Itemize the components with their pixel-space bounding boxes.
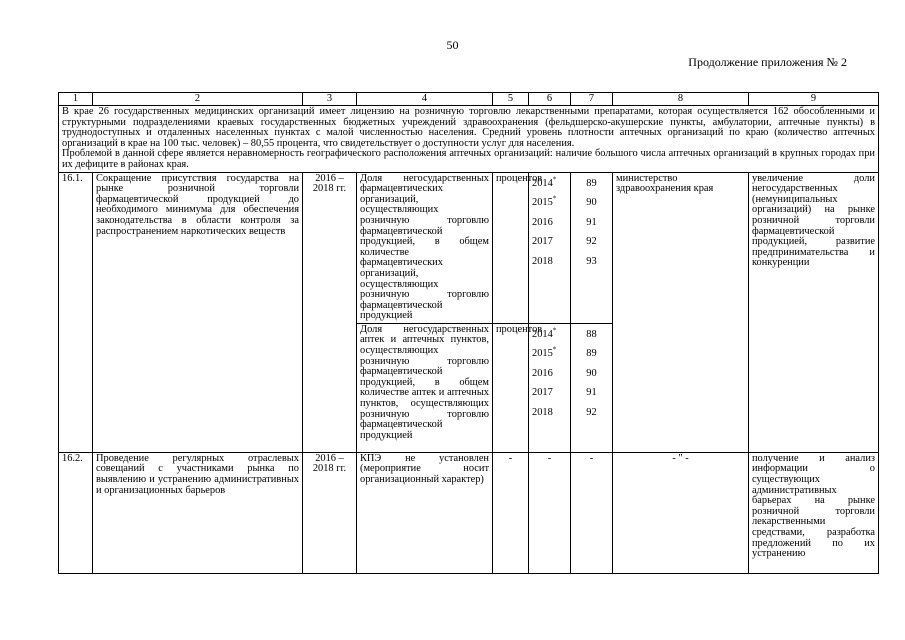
year-item: 2015* [532, 345, 557, 360]
continuation-label: Продолжение приложения № 2 [688, 55, 847, 69]
value-item: 90 [586, 197, 597, 209]
header-cell: 3 [303, 93, 357, 106]
header-cell: 7 [571, 93, 613, 106]
header-cell: 1 [59, 93, 93, 106]
indicator-cell: КПЭ не установлен (мероприятие носит организационный характер) [357, 452, 493, 573]
row-number: 16.1. [59, 172, 93, 452]
unit-cell: процентов [493, 323, 529, 452]
years-cell [529, 172, 571, 323]
year-item: 2015* [532, 194, 557, 209]
value-item: 91 [586, 387, 597, 399]
action-cell: Проведение регулярных отраслевых совещаний с участниками рынка по выявлению и устранению административных и организационных барьеров [93, 452, 303, 573]
intro-paragraph: Проблемой в данной сфере является неравномерность географического расположения аптечных организаций: наличие большого числа аптечных организаций в крупных городах при их дефиците в районах края. [62, 148, 875, 170]
years-cell [529, 323, 571, 452]
year-item: 2018 [532, 255, 553, 267]
header-cell: 9 [749, 93, 879, 106]
value-item: 88 [586, 328, 597, 340]
responsible-cell: министерство здравоохранения края [613, 172, 749, 452]
unit-cell: процентов [493, 172, 529, 323]
responsible-cell: - " - [613, 452, 749, 573]
year-item: 2016 [532, 367, 553, 379]
result-cell: получение и анализ информации о существующих административных барьерах на рынке розничной торговли лекарственными средствами, разработка предложений по их устранению [749, 452, 879, 573]
year-item: 2014* [532, 175, 557, 189]
header-cell: 2 [93, 93, 303, 106]
intro-cell [59, 106, 879, 173]
values-cell [571, 323, 613, 452]
intro-paragraph: В крае 26 государственных медицинских организаций имеет лицензию на розничную торговлю лекарственными препаратами, которая осуществляется 162 обособленными и структурными подразделениями краевых государственных бюджетных учреждений здравоохранения (фельдшерско-акушерские пункты, амбулатории, аптечные пункты) в труднодоступных и отдаленных населенных пунктах с малой численностью населения. Средний уровень плотности аптечных организаций по краю (количество аптечных организаций в крае на 100 тыс. человек) – 80,55 процента, что свидетельствует о доступности услуг для населения. [62, 106, 875, 149]
values-cell [571, 172, 613, 323]
value-item: 89 [586, 348, 597, 360]
year-item: 2016 [532, 216, 553, 228]
value-item: 92 [586, 406, 597, 418]
value-cell: - [571, 452, 613, 573]
result-cell: увеличение доли негосударственных (немуниципальных организаций) на рынке розничной торговли фармацевтической продукцией, развитие предпринимательства и конкуренции [749, 172, 879, 452]
unit-cell: - [493, 452, 529, 573]
year-item: 2017 [532, 387, 553, 399]
action-cell: Сокращение присутствия государства на рынке розничной торговли фармацевтической продукцией до необходимого минимума для обеспечения законодательства в области контроля за распространением наркотических веществ [93, 172, 303, 452]
intro-row [59, 106, 879, 173]
indicator-cell: Доля негосударственных аптек и аптечных пунктов, осуществляющих розничную торговлю фармацевтической продукцией, в общем количестве аптек и аптечных пунктов, осуществляющих розничную торговлю фармацевтической продукцией [357, 323, 493, 452]
table-row [59, 452, 879, 573]
indicator-cell: Доля негосударственных фармацевтических организаций, осуществляющих розничную торговлю фармацевтической продукцией, в общем количестве фармацевтических организаций, осуществляющих розничную торговлю фармацевтической продукцией [357, 172, 493, 323]
table-row [59, 172, 879, 323]
year-cell: - [529, 452, 571, 573]
row-number: 16.2. [59, 452, 93, 573]
header-cell: 8 [613, 93, 749, 106]
year-item: 2014* [532, 326, 557, 340]
header-cell: 5 [493, 93, 529, 106]
page-number: 50 [446, 38, 459, 52]
value-item: 90 [586, 367, 597, 379]
header-cell: 6 [529, 93, 571, 106]
table-header-row [59, 93, 879, 106]
header-cell: 4 [357, 93, 493, 106]
period-cell: 2016 – 2018 гг. [303, 172, 357, 452]
value-item: 91 [586, 216, 597, 228]
value-item: 92 [586, 236, 597, 248]
year-item: 2018 [532, 406, 553, 418]
value-item: 89 [586, 177, 597, 189]
period-cell: 2016 – 2018 гг. [303, 452, 357, 573]
value-item: 93 [586, 255, 597, 267]
year-item: 2017 [532, 236, 553, 248]
measures-table [58, 92, 879, 574]
